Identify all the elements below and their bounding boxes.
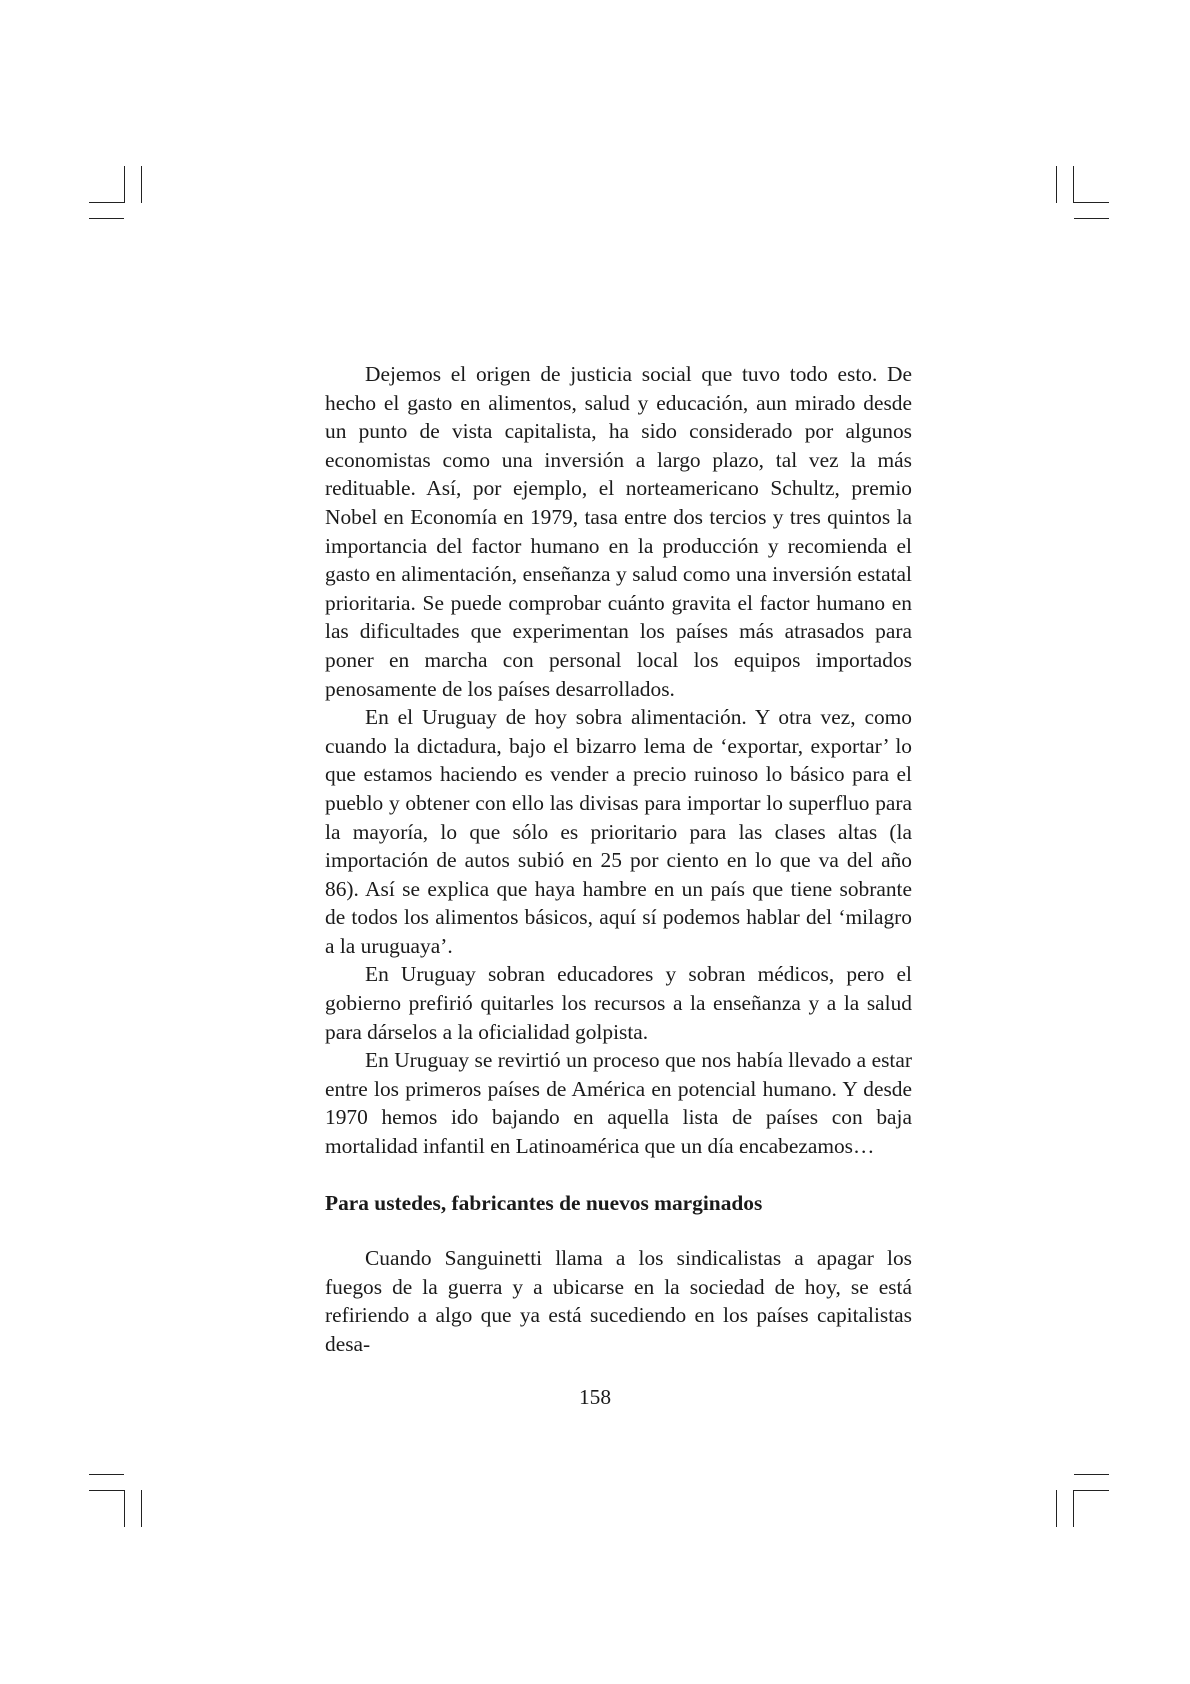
section-heading: Para ustedes, fabricantes de nuevos marginados: [325, 1190, 763, 1215]
page-number: 158: [578, 1385, 612, 1409]
paragraph: Dejemos el origen de justicia social que tuvo todo esto. De hecho el gasto en alimentos, salud y educación, aun mirado desde un punto de vista capitalista, ha sido considerado por algunos economistas como una inversión a largo plazo, tal vez la más redituable. Así, por ejemplo, el norteamericano Schultz, premio Nobel en Economía en 1979, tasa entre dos tercios y tres quintos la importancia del factor humano en la producción y recomienda el gasto en alimentación, enseñanza y salud como una inversión estatal prioritaria. Se puede comprobar cuánto gravita el factor humano en las dificultades que experimentan los países más atrasados para poner en marcha con personal local los equipos importados penosamente de los países desarrollados.: [325, 362, 912, 701]
paragraph: Cuando Sanguinetti llama a los sindicalistas a apagar los fuegos de la guerra y a ubicarse en la sociedad de hoy, se está refiriendo a algo que ya está sucediendo en los países capitalistas desa-: [325, 1246, 912, 1356]
paragraph: En Uruguay sobran educadores y sobran médicos, pero el gobierno prefirió quitarles los recursos a la enseñanza y a la salud para dárselos a la oficialidad golpista.: [325, 962, 912, 1044]
page-body: [325, 360, 912, 1359]
paragraph: En Uruguay se revirtió un proceso que nos había llevado a estar entre los primeros países de América en potencial humano. Y desde 1970 hemos ido bajando en aquella lista de países con baja mortalidad infantil en Latinoamérica que un día encabezamos…: [325, 1048, 912, 1159]
paragraph: En el Uruguay de hoy sobra alimentación. Y otra vez, como cuando la dictadura, bajo el bizarro lema de ‘exportar, exportar’ lo que estamos haciendo es vender a precio ruinoso lo básico para el pueblo y obtener con ello las divisas para importar lo superfluo para la mayoría, lo que sólo es prioritario para las clases altas (la importación de autos subió en 25 por ciento en lo que va del año 86). Así se explica que haya hambre en un país que tiene sobrante de todos los alimentos básicos, aquí sí podemos hablar del ‘milagro a la uruguaya’.: [325, 705, 912, 958]
